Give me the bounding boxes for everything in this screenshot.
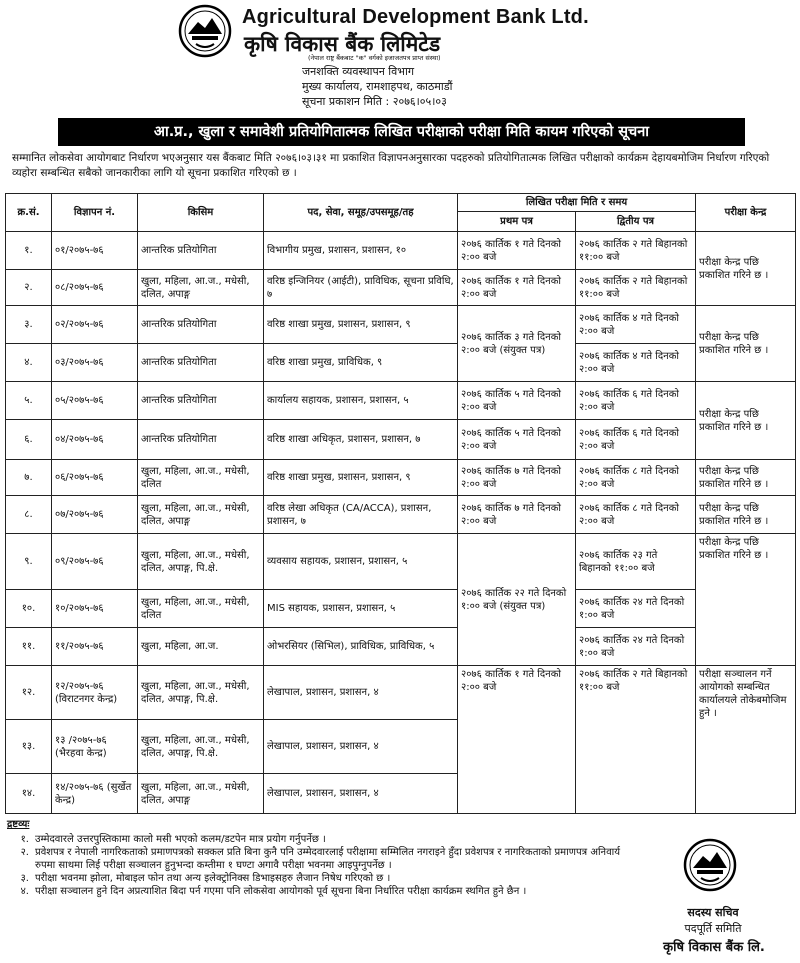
second-paper-time: २०७६ कार्तिक ४ गते दिनको २:०० बजे <box>576 344 696 382</box>
first-paper-time: २०७६ कार्तिक १ गते दिनको २:०० बजे <box>458 270 576 306</box>
bank-emblem-icon <box>178 4 232 58</box>
exam-center: परीक्षा केन्द्र पछि प्रकाशित गरिने छ । <box>696 496 796 534</box>
signatory-title: सदस्य सचिव <box>687 906 739 919</box>
second-paper-time: २०७६ कार्तिक २ गते बिहानको ११:०० बजे <box>576 232 696 270</box>
office-address: मुख्य कार्यालय, रामशाहपथ, काठमाडौं <box>302 80 453 93</box>
signatory-bank: कृषि विकास बैंक लि. <box>663 940 765 955</box>
first-paper-time: २०७६ कार्तिक ५ गते दिनको २:०० बजे <box>458 382 576 420</box>
header-post: पद, सेवा, समूह/उपसमूह/तह <box>264 194 458 232</box>
note-item: १. उम्मेदवारले उत्तरपुस्तिकामा कालो मसी भएको कलम/डटपेन मात्र प्रयोग गर्नुपर्नेछ । <box>20 834 326 845</box>
table-row: ८. ०७/२०७५-७६ खुला, महिला, आ.ज., मधेसी, दलित, अपाङ्ग वरिष्ठ लेखा अधिकृत (CA/ACCA), प्रशासन, प्रशासन, ७ २०७६ कार्तिक ७ गते दिनको २:०० बजे २०७६ कार्तिक ८ गते दिनको २:०० बजे परीक्षा केन्द्र पछि प्रकाशित गरिने छ । <box>6 496 796 534</box>
table-row: १०. १०/२०७५-७६ खुला, महिला, आ.ज., मधेसी, दलित MIS सहायक, प्रशासन, प्रशासन, ५ २०७६ कार्तिक २४ गते दिनको १:०० बजे <box>6 590 796 628</box>
note-item: ४. परीक्षा सञ्चालन हुने दिन अप्रत्याशित बिदा पर्न गएमा पनि लोकसेवा आयोगको पूर्व सूचना बिना निर्धारित परीक्षा कार्यक्रम स्थगित हुने छैन । <box>20 886 527 897</box>
second-paper-time: २०७६ कार्तिक २४ गते दिनको १:०० बजे <box>576 628 696 666</box>
exam-center: परीक्षा केन्द्र पछि प्रकाशित गरिने छ । <box>696 232 796 306</box>
department: जनशक्ति व्यवस्थापन विभाग <box>302 65 415 78</box>
table-row: ३. ०२/२०७५-७६ आन्तरिक प्रतियोगिता वरिष्ठ शाखा प्रमुख, प्रशासन, प्रशासन, ९ २०७६ कार्तिक ३ गते दिनको २:०० बजे (संयुक्त पत्र) २०७६ कार्तिक ४ गते दिनको २:०० बजे परीक्षा केन्द्र पछि प्रकाशित गरिने छ । <box>6 306 796 344</box>
table-row: १४. १४/२०७५-७६ (सुर्खेत केन्द्र) खुला, महिला, आ.ज., मधेसी, दलित, अपाङ्ग लेखापाल, प्रशासन, प्रशासन, ४ <box>6 774 796 814</box>
second-paper-time: २०७६ कार्तिक २३ गते बिहानको ११:०० बजे <box>576 534 696 590</box>
header-second-paper: द्वितीय पत्र <box>576 212 696 232</box>
notes-title: द्रष्टव्यः <box>7 819 30 830</box>
second-paper-time: २०७६ कार्तिक २ गते बिहानको ११:०० बजे <box>576 270 696 306</box>
table-row: ७. ०६/२०७५-७६ खुला, महिला, आ.ज., मधेसी, दलित वरिष्ठ शाखा प्रमुख, प्रशासन, प्रशासन, ९ २०७६ कार्तिक ७ गते दिनको २:०० बजे २०७६ कार्तिक ८ गते दिनको २:०० बजे परीक्षा केन्द्र पछि प्रकाशित गरिने छ । <box>6 460 796 496</box>
header-exam: लिखित परीक्षा मिति र समय <box>458 194 696 212</box>
table-row: १. ०१/२०७५-७६ आन्तरिक प्रतियोगिता विभागीय प्रमुख, प्रशासन, प्रशासन, १० २०७६ कार्तिक १ गते दिनको २:०० बजे २०७६ कार्तिक २ गते बिहानको ११:०० बजे परीक्षा केन्द्र पछि प्रकाशित गरिने छ । <box>6 232 796 270</box>
bank-seal-icon <box>683 838 737 892</box>
second-paper-time: २०७६ कार्तिक ६ गते दिनको २:०० बजे <box>576 382 696 420</box>
header-adv: विज्ञापन नं. <box>52 194 138 232</box>
first-paper-time: २०७६ कार्तिक १ गते दिनको २:०० बजे <box>458 232 576 270</box>
notice-title: आ.प्र., खुला र समावेशी प्रतियोगितात्मक लिखित परीक्षाको परीक्षा मिति कायम गरिएको सूचना <box>58 118 745 146</box>
publish-date: सूचना प्रकाशन मिति : २०७६।०५।०३ <box>302 95 447 108</box>
note-item: ३. परीक्षा भवनमा झोला, मोबाइल फोन तथा अन्य इलेक्ट्रोनिक्स डिभाइसहरु लैजान निषेध गरिएको छ । <box>20 873 391 884</box>
first-paper-time: २०७६ कार्तिक १ गते दिनको २:०० बजे <box>458 666 576 814</box>
first-paper-time: २०७६ कार्तिक ३ गते दिनको २:०० बजे (संयुक्त पत्र) <box>458 306 576 382</box>
table-row: ४. ०३/२०७५-७६ आन्तरिक प्रतियोगिता वरिष्ठ शाखा प्रमुख, प्राविधिक, ९ २०७६ कार्तिक ४ गते दिनको २:०० बजे <box>6 344 796 382</box>
notes-section <box>7 818 627 898</box>
table-row: ६. ०४/२०७५-७६ आन्तरिक प्रतियोगिता वरिष्ठ शाखा अधिकृत, प्रशासन, प्रशासन, ७ २०७६ कार्तिक ५ गते दिनको २:०० बजे २०७६ कार्तिक ६ गते दिनको २:०० बजे <box>6 420 796 460</box>
exam-center: परीक्षा केन्द्र पछि प्रकाशित गरिने छ । <box>696 460 796 496</box>
first-paper-time: २०७६ कार्तिक ५ गते दिनको २:०० बजे <box>458 420 576 460</box>
second-paper-time: २०७६ कार्तिक ४ गते दिनको २:०० बजे <box>576 306 696 344</box>
second-paper-time: २०७६ कार्तिक ६ गते दिनको २:०० बजे <box>576 420 696 460</box>
letterhead <box>0 0 800 112</box>
header-sn: क्र.सं. <box>6 194 52 232</box>
bank-name-english: Agricultural Development Bank Ltd. <box>242 6 589 28</box>
exam-center: परीक्षा सञ्चालन गर्ने आयोगको सम्बन्धित कार्यालयले तोकेबमोजिम हुने । <box>696 666 796 814</box>
intro-paragraph: सम्मानित लोकसेवा आयोगबाट निर्धारण भएअनुसार यस बैंकबाट मिति २०७६।०३।३१ मा प्रकाशित विज्ञापनअनुसारका पदहरुको प्रतियोगितात्मक लिखित परीक्षाको कार्यक्रम देहायबमोजिम निर्धारण गरिएको व्यहोरा सम्बन्धित सबैको जानकारीका लागि यो सूचना प्रकाशित गरिएको छ । <box>12 152 770 179</box>
exam-center: परीक्षा केन्द्र पछि प्रकाशित गरिने छ । <box>696 306 796 382</box>
header-first-paper: प्रथम पत्र <box>458 212 576 232</box>
header-center: परीक्षा केन्द्र <box>696 194 796 232</box>
table-row: २. ०८/२०७५-७६ खुला, महिला, आ.ज., मधेसी, दलित, अपाङ्ग वरिष्ठ इन्जिनियर (आईटी), प्राविधिक, सूचना प्रविधि, ७ २०७६ कार्तिक १ गते दिनको २:०० बजे २०७६ कार्तिक २ गते बिहानको ११:०० बजे <box>6 270 796 306</box>
first-paper-time: २०७६ कार्तिक ७ गते दिनको २:०० बजे <box>458 460 576 496</box>
second-paper-time: २०७६ कार्तिक ८ गते दिनको २:०० बजे <box>576 460 696 496</box>
table-row: ५. ०५/२०७५-७६ आन्तरिक प्रतियोगिता कार्यालय सहायक, प्रशासन, प्रशासन, ५ २०७६ कार्तिक ५ गते दिनको २:०० बजे २०७६ कार्तिक ६ गते दिनको २:०० बजे परीक्षा केन्द्र पछि प्रकाशित गरिने छ । <box>6 382 796 420</box>
table-row: १३. १३ /२०७५-७६ (भैरहवा केन्द्र) खुला, महिला, आ.ज., मधेसी, दलित, अपाङ्ग, पि.क्षे. लेखापाल, प्रशासन, प्रशासन, ४ <box>6 720 796 774</box>
first-paper-time: २०७६ कार्तिक ७ गते दिनको २:०० बजे <box>458 496 576 534</box>
header-type: किसिम <box>138 194 264 232</box>
second-paper-time: २०७६ कार्तिक २ गते बिहानको ११:०० बजे <box>576 666 696 814</box>
exam-center: परीक्षा केन्द्र पछि प्रकाशित गरिने छ । <box>696 382 796 460</box>
second-paper-time: २०७६ कार्तिक २४ गते दिनको १:०० बजे <box>576 590 696 628</box>
table-row: १२. १२/२०७५-७६ (विराटनगर केन्द्र) खुला, महिला, आ.ज., मधेसी, दलित, अपाङ्ग, पि.क्षे. लेखापाल, प्रशासन, प्रशासन, ४ २०७६ कार्तिक १ गते दिनको २:०० बजे २०७६ कार्तिक २ गते बिहानको ११:०० बजे परीक्षा सञ्चालन गर्ने आयोगको सम्बन्धित कार्यालयले तोकेबमोजिम हुने । <box>6 666 796 720</box>
signatory-committee: पदपूर्ति समिति <box>684 922 742 935</box>
note-item: २. प्रवेशपत्र र नेपाली नागरिकताको प्रमाणपत्रको सक्कल प्रति बिना कुनै पनि उम्मेदवारलाई परीक्षामा सम्मिलित नगराइने हुँदा प्रवेशपत्र र नागरिकताको प्रमाणपत्र अनिवार्य रुपमा साथमा लिई परीक्षा सञ्चालन हुनुभन्दा कम्तीमा १ घण्टा अगावै परीक्षा भवनमा आइपुग्नुपर्नेछ । <box>20 847 621 871</box>
exam-schedule-table <box>5 193 796 814</box>
table-row: ११. ११/२०७५-७६ खुला, महिला, आ.ज. ओभरसियर (सिभिल), प्राविधिक, प्राविधिक, ५ २०७६ कार्तिक २४ गते दिनको १:०० बजे <box>6 628 796 666</box>
exam-center: परीक्षा केन्द्र पछि प्रकाशित गरिने छ । <box>696 534 796 666</box>
table-row: ९. ०९/२०७५-७६ खुला, महिला, आ.ज., मधेसी, दलित, अपाङ्ग, पि.क्षे. व्यवसाय सहायक, प्रशासन, प्रशासन, ५ २०७६ कार्तिक २२ गते दिनको १:०० बजे (संयुक्त पत्र) २०७६ कार्तिक २३ गते बिहानको ११:०० बजे परीक्षा केन्द्र पछि प्रकाशित गरिने छ । <box>6 534 796 590</box>
bank-name-nepali: कृषि विकास बैंक लिमिटेड <box>244 32 441 56</box>
second-paper-time: २०७६ कार्तिक ८ गते दिनको २:०० बजे <box>576 496 696 534</box>
bank-tagline: (नेपाल राष्ट्र बैंकबाट "क" वर्गको इजाजतपत्र प्राप्त संस्था) <box>308 54 441 62</box>
first-paper-time: २०७६ कार्तिक २२ गते दिनको १:०० बजे (संयुक्त पत्र) <box>458 534 576 666</box>
